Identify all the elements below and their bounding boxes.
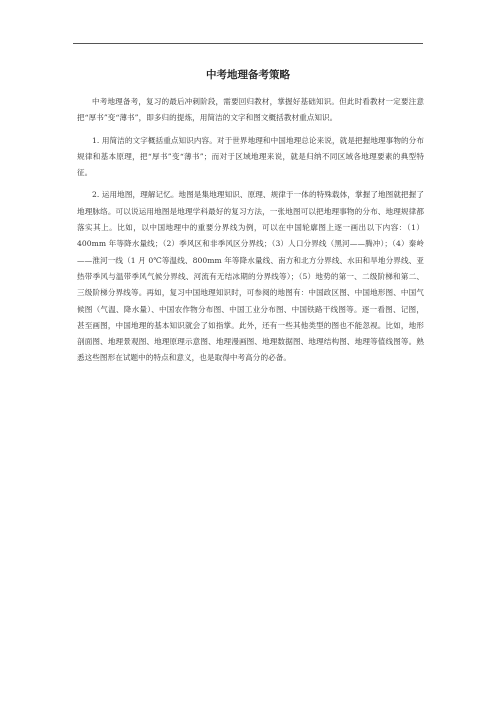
paragraph-intro: 中考地理备考，复习的最后冲刺阶段，需要回归教材，掌握好基础知识。但此时看教材一定要注意把“厚书”变“薄书”，即多归的提炼，用简洁的文字和图文概括教材重点知识。 xyxy=(77,97,424,123)
paragraph-point-1: 1. 用简洁的文字概括重点知识内容。对于世界地理和中国地理总论来说，就是把握地理事物的分布规律和基本原理，把“厚书”变“薄书”；而对于区域地理来说，就是归纳不同区域各地理要素的典型特征。 xyxy=(77,135,424,178)
document-body xyxy=(77,94,424,373)
page-title: 中考地理备考策略 xyxy=(206,69,290,81)
paragraph-point-2: 2. 运用地图，理解记忆。地图是集地理知识、原理、规律于一体的特殊载体，掌握了地图就把握了地理脉络。可以说运用地图是地理学科最好的复习方法，一张地图可以把地理事物的分布、地理规律都落实其上。比如，以中国地理中的重要分界线为例，可以在中国轮廓图上逐一画出以下内容：（1）400mm 年等降水量线；（2）季风区和非季风区分界线；（3）人口分界线（黑河——腾冲）；（4）秦岭——淮河一线（1 月 0℃等温线、800mm 年等降水量线、南方和北方分界线、水田和旱地分界线、亚热带季风与温带季风气候分界线、河流有无结冰期的分界线等）；（5）地势的第一、二级阶梯和第二、三级阶梯分界线等。再如，复习中国地理知识时，可参阅的地图有：中国政区图、中国地形图、中国气候图（气温、降水量）、中国农作物分布图、中国工业分布图、中国铁路干线图等。逐一看图、记图，甚至画图，中国地理的基本知识就会了如指掌。此外，还有一些其他类型的图也不能忽视。比如，地形剖面图、地理景观图、地理原理示意图、地理漫画图、地理数据图、地理结构图、地理等值线图等。熟悉这些图形在试题中的特点和意义，也是取得中考高分的必备。 xyxy=(77,190,424,363)
header-rule xyxy=(73,43,423,44)
